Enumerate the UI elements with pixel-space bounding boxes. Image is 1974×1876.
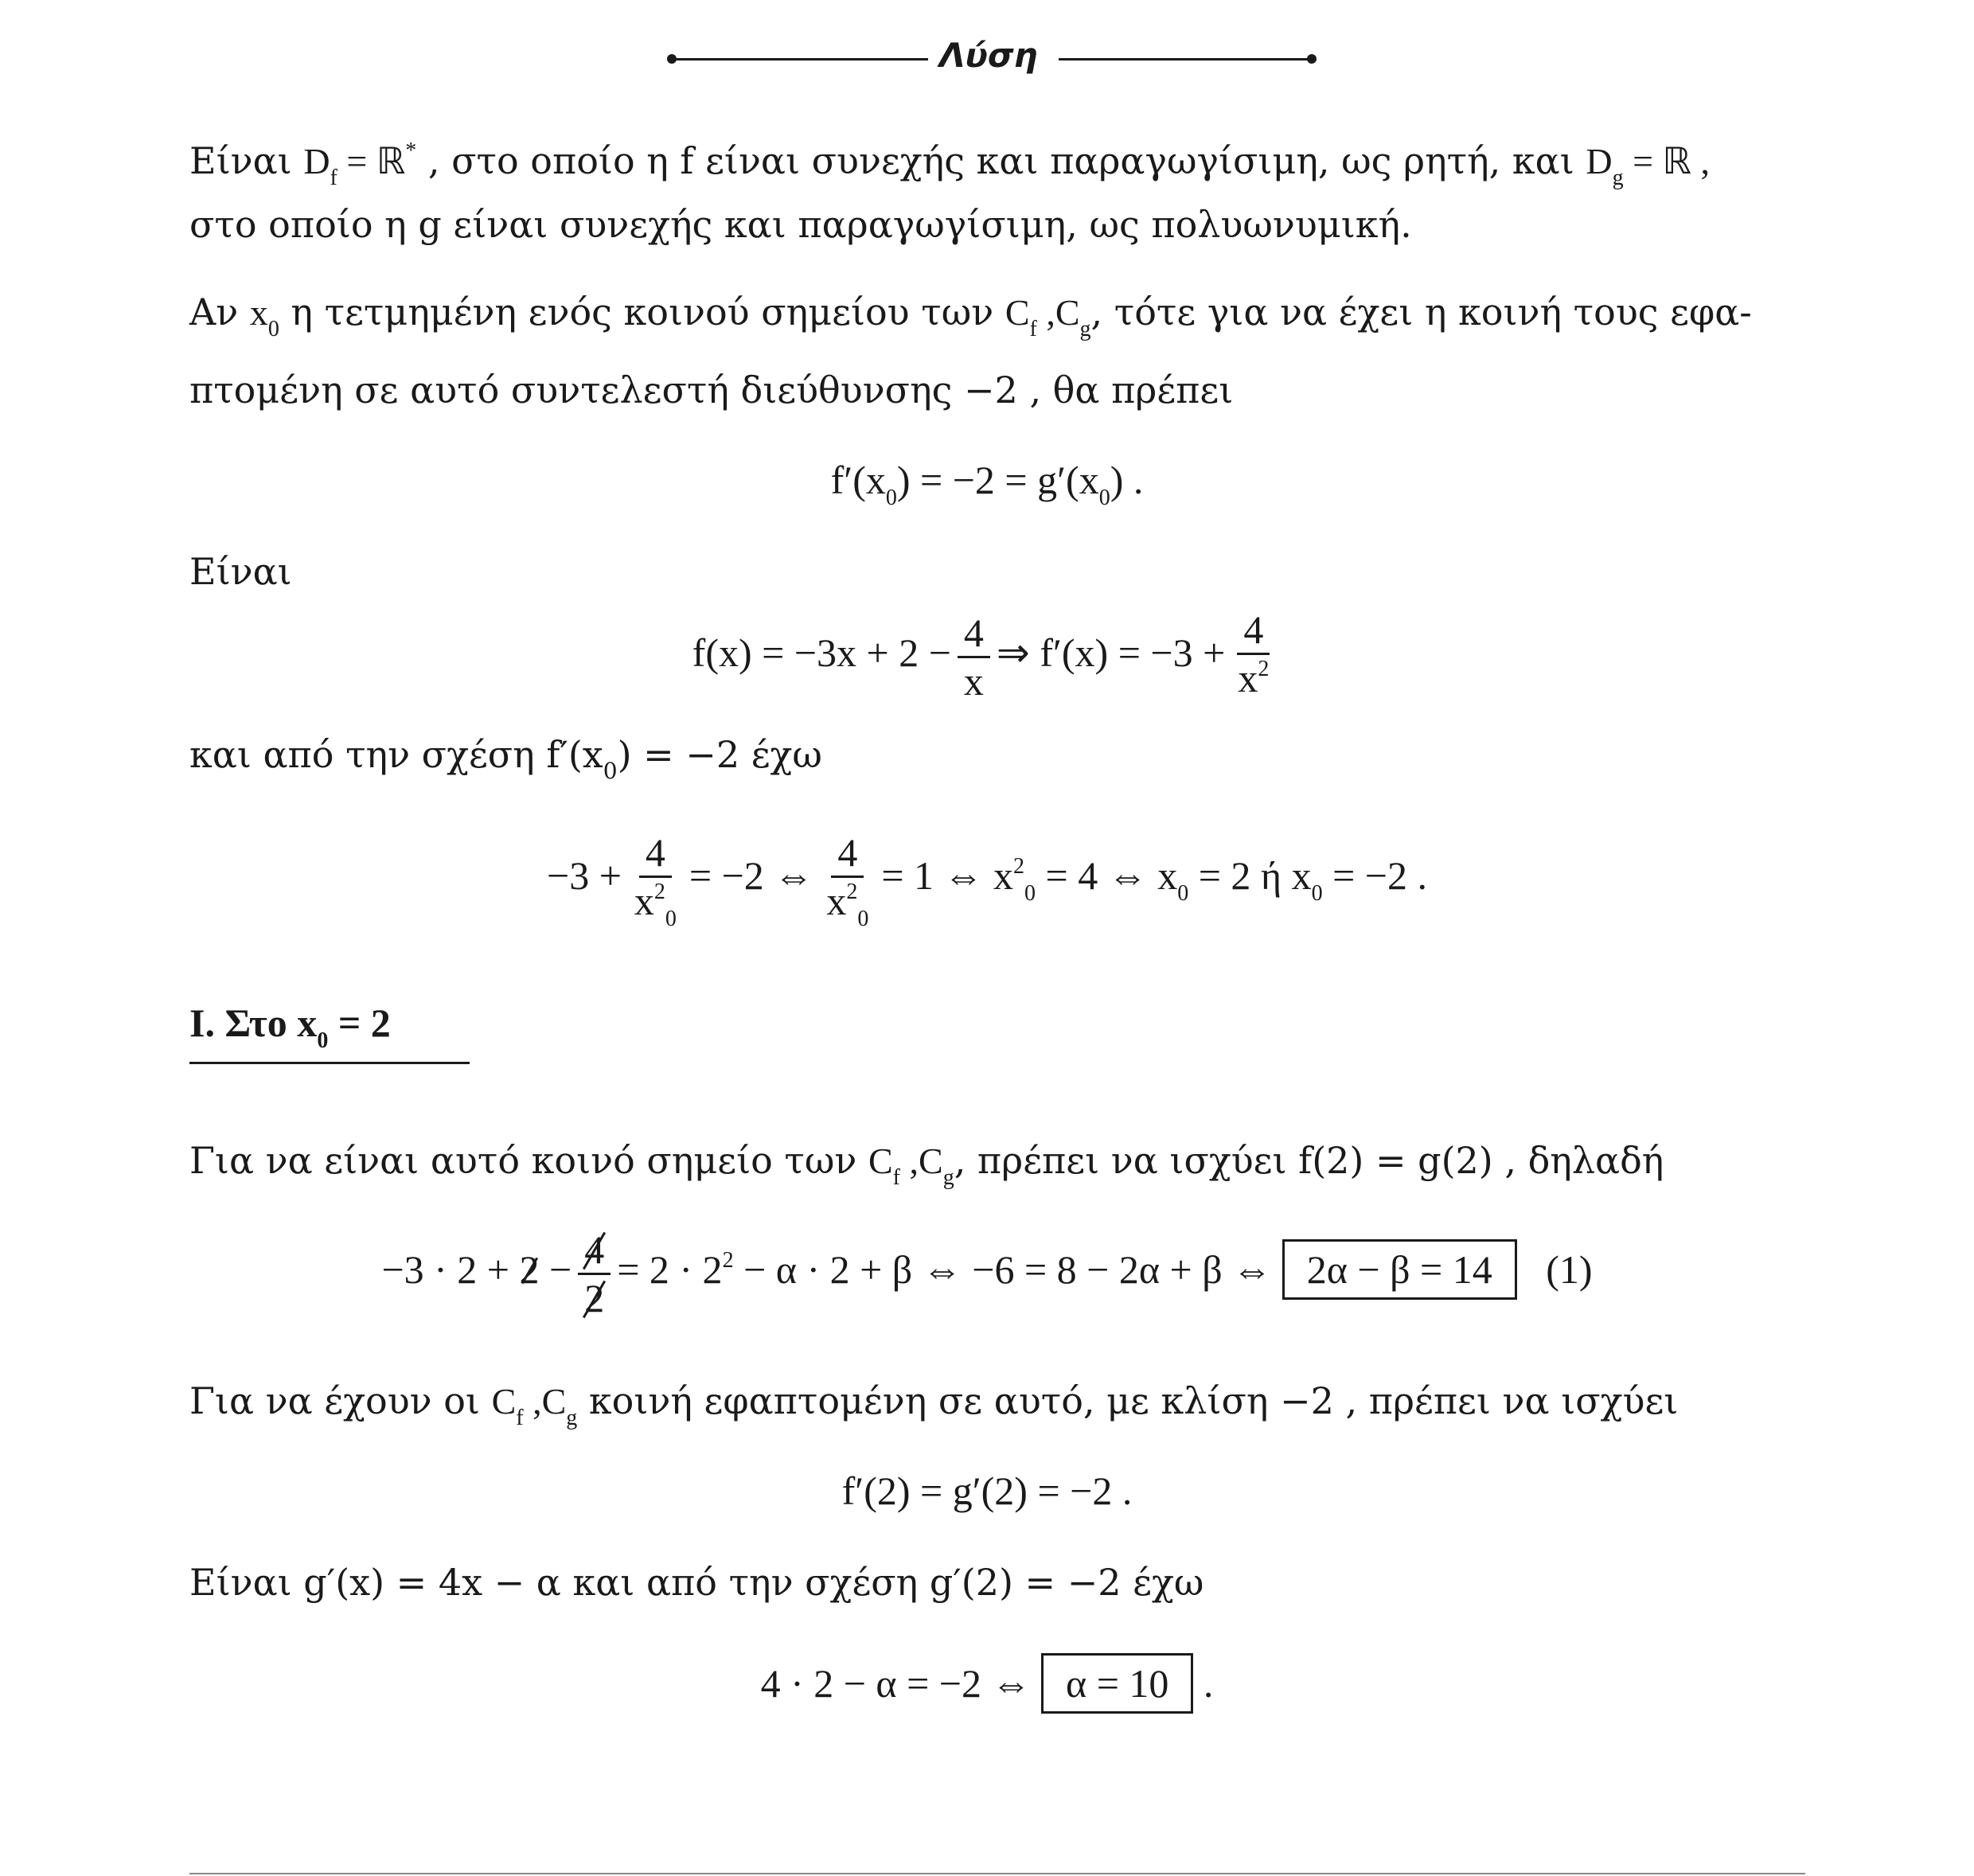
equation-slopes-at-2: f′(2) = g′(2) = −2 . xyxy=(841,1468,1133,1513)
paragraph-domains-line-1: Είναι $D_f$ = ℝ* , στο οποίο η f είναι συνεχής και παραγωγίσιμη, ως ρητή, και $D_g$ = ℝ , xyxy=(189,138,1710,190)
equation-derivatives-equal: $f'(x_0) = -2 = g'(x_0)$ . xyxy=(830,458,1144,510)
paragraph-tangent-line-2: πτομένη σε αυτό συντελεστή διεύθυνσης −2 , θα πρέπει xyxy=(189,369,1234,411)
cancelled-2: 2 xyxy=(520,1222,540,1317)
fraction-4-over-x: $\frac{4}{x}$ xyxy=(958,610,990,704)
bottom-divider xyxy=(189,1873,1805,1874)
paragraph-domains-line-2: στο οποίο η g είναι συνεχής και παραγωγίσιμη, ως πολυωνυμική. xyxy=(189,203,1412,246)
boxed-result-1: 2α − β = 14 xyxy=(1282,1239,1517,1300)
fraction-4-over-x-squared: $\frac{4}{x^2}$ xyxy=(1238,606,1270,700)
equation-f-and-derivative: f(x) = −3x + 2 − $\frac{4}{x}$ ⇒ f′(x) = −3 + $\frac{4}{x^2}$ xyxy=(0,605,1974,708)
title-rule-right-dot xyxy=(1307,54,1317,64)
fraction-4-over-x0-squared-2: $\frac{4}{x^2_0}$ xyxy=(826,829,869,931)
paragraph-g-derivative: Είναι g′(x) = 4x − α και από την σχέση g′(2) = −2 έχω xyxy=(189,1561,1204,1604)
boxed-result-alpha: α = 10 xyxy=(1041,1653,1193,1714)
equation-solve-x0: −3 + $\frac{4}{x^2_0}$ = −2 ⇔ $\frac{4}{x^2_0}$ = 1 ⇔ $x^2_0 = 4$ ⇔ $x_0 = 2$ ή $x_0 = -2$ . xyxy=(547,829,1427,931)
paragraph-einai: Είναι xyxy=(189,550,292,593)
fraction-4-over-x0-squared: $\frac{4}{x^2_0}$ xyxy=(634,829,677,931)
title-rule-left xyxy=(672,58,928,60)
paragraph-tangent-line-1: Αν $x_0$ η τετμημένη ενός κοινού σημείου των $C_f$ $,C_g$, τότε για να έχει η κοινή τους εφα- xyxy=(189,291,1752,341)
equation-label-1: (1) xyxy=(1546,1247,1593,1292)
paragraph-relation: και από την σχέση $f'(x_0) = -2$ έχω xyxy=(189,733,822,784)
page-title: Λύση xyxy=(939,36,1038,75)
paragraph-common-tangent: Για να έχουν οι $C_f$ $,C_g$ κοινή εφαπτομένη σε αυτό, με κλίση −2 , πρέπει να ισχύει xyxy=(189,1379,1679,1430)
domain-g: $D_g$ = ℝ , xyxy=(1586,141,1710,190)
section-underline xyxy=(189,1062,470,1064)
paragraph-common-point: Για να είναι αυτό κοινό σημείο των $C_f$ $,C_g$, πρέπει να ισχύει f(2) = g(2) , δηλαδή xyxy=(189,1139,1664,1190)
section-heading: I. Στο $x_0 = 2$ xyxy=(189,1000,391,1053)
title-rule-right xyxy=(1059,58,1312,60)
equation-alpha: 4 · 2 − α = −2 ⇔ α = 10 . xyxy=(0,1648,1974,1719)
domain-f: $D_f$ = ℝ* xyxy=(303,138,417,190)
fraction-4-over-2-cancelled: $\frac{4}{2}$ xyxy=(578,1227,611,1321)
equation-common-point: −3 · 2 + 2 − $\frac{4}{2}$ = $2 \cdot 2^2 - \alpha \cdot 2 + \beta$ ⇔ −6 = 8 − 2α + β ⇔ 2α − β = 14 (1) xyxy=(0,1222,1974,1324)
